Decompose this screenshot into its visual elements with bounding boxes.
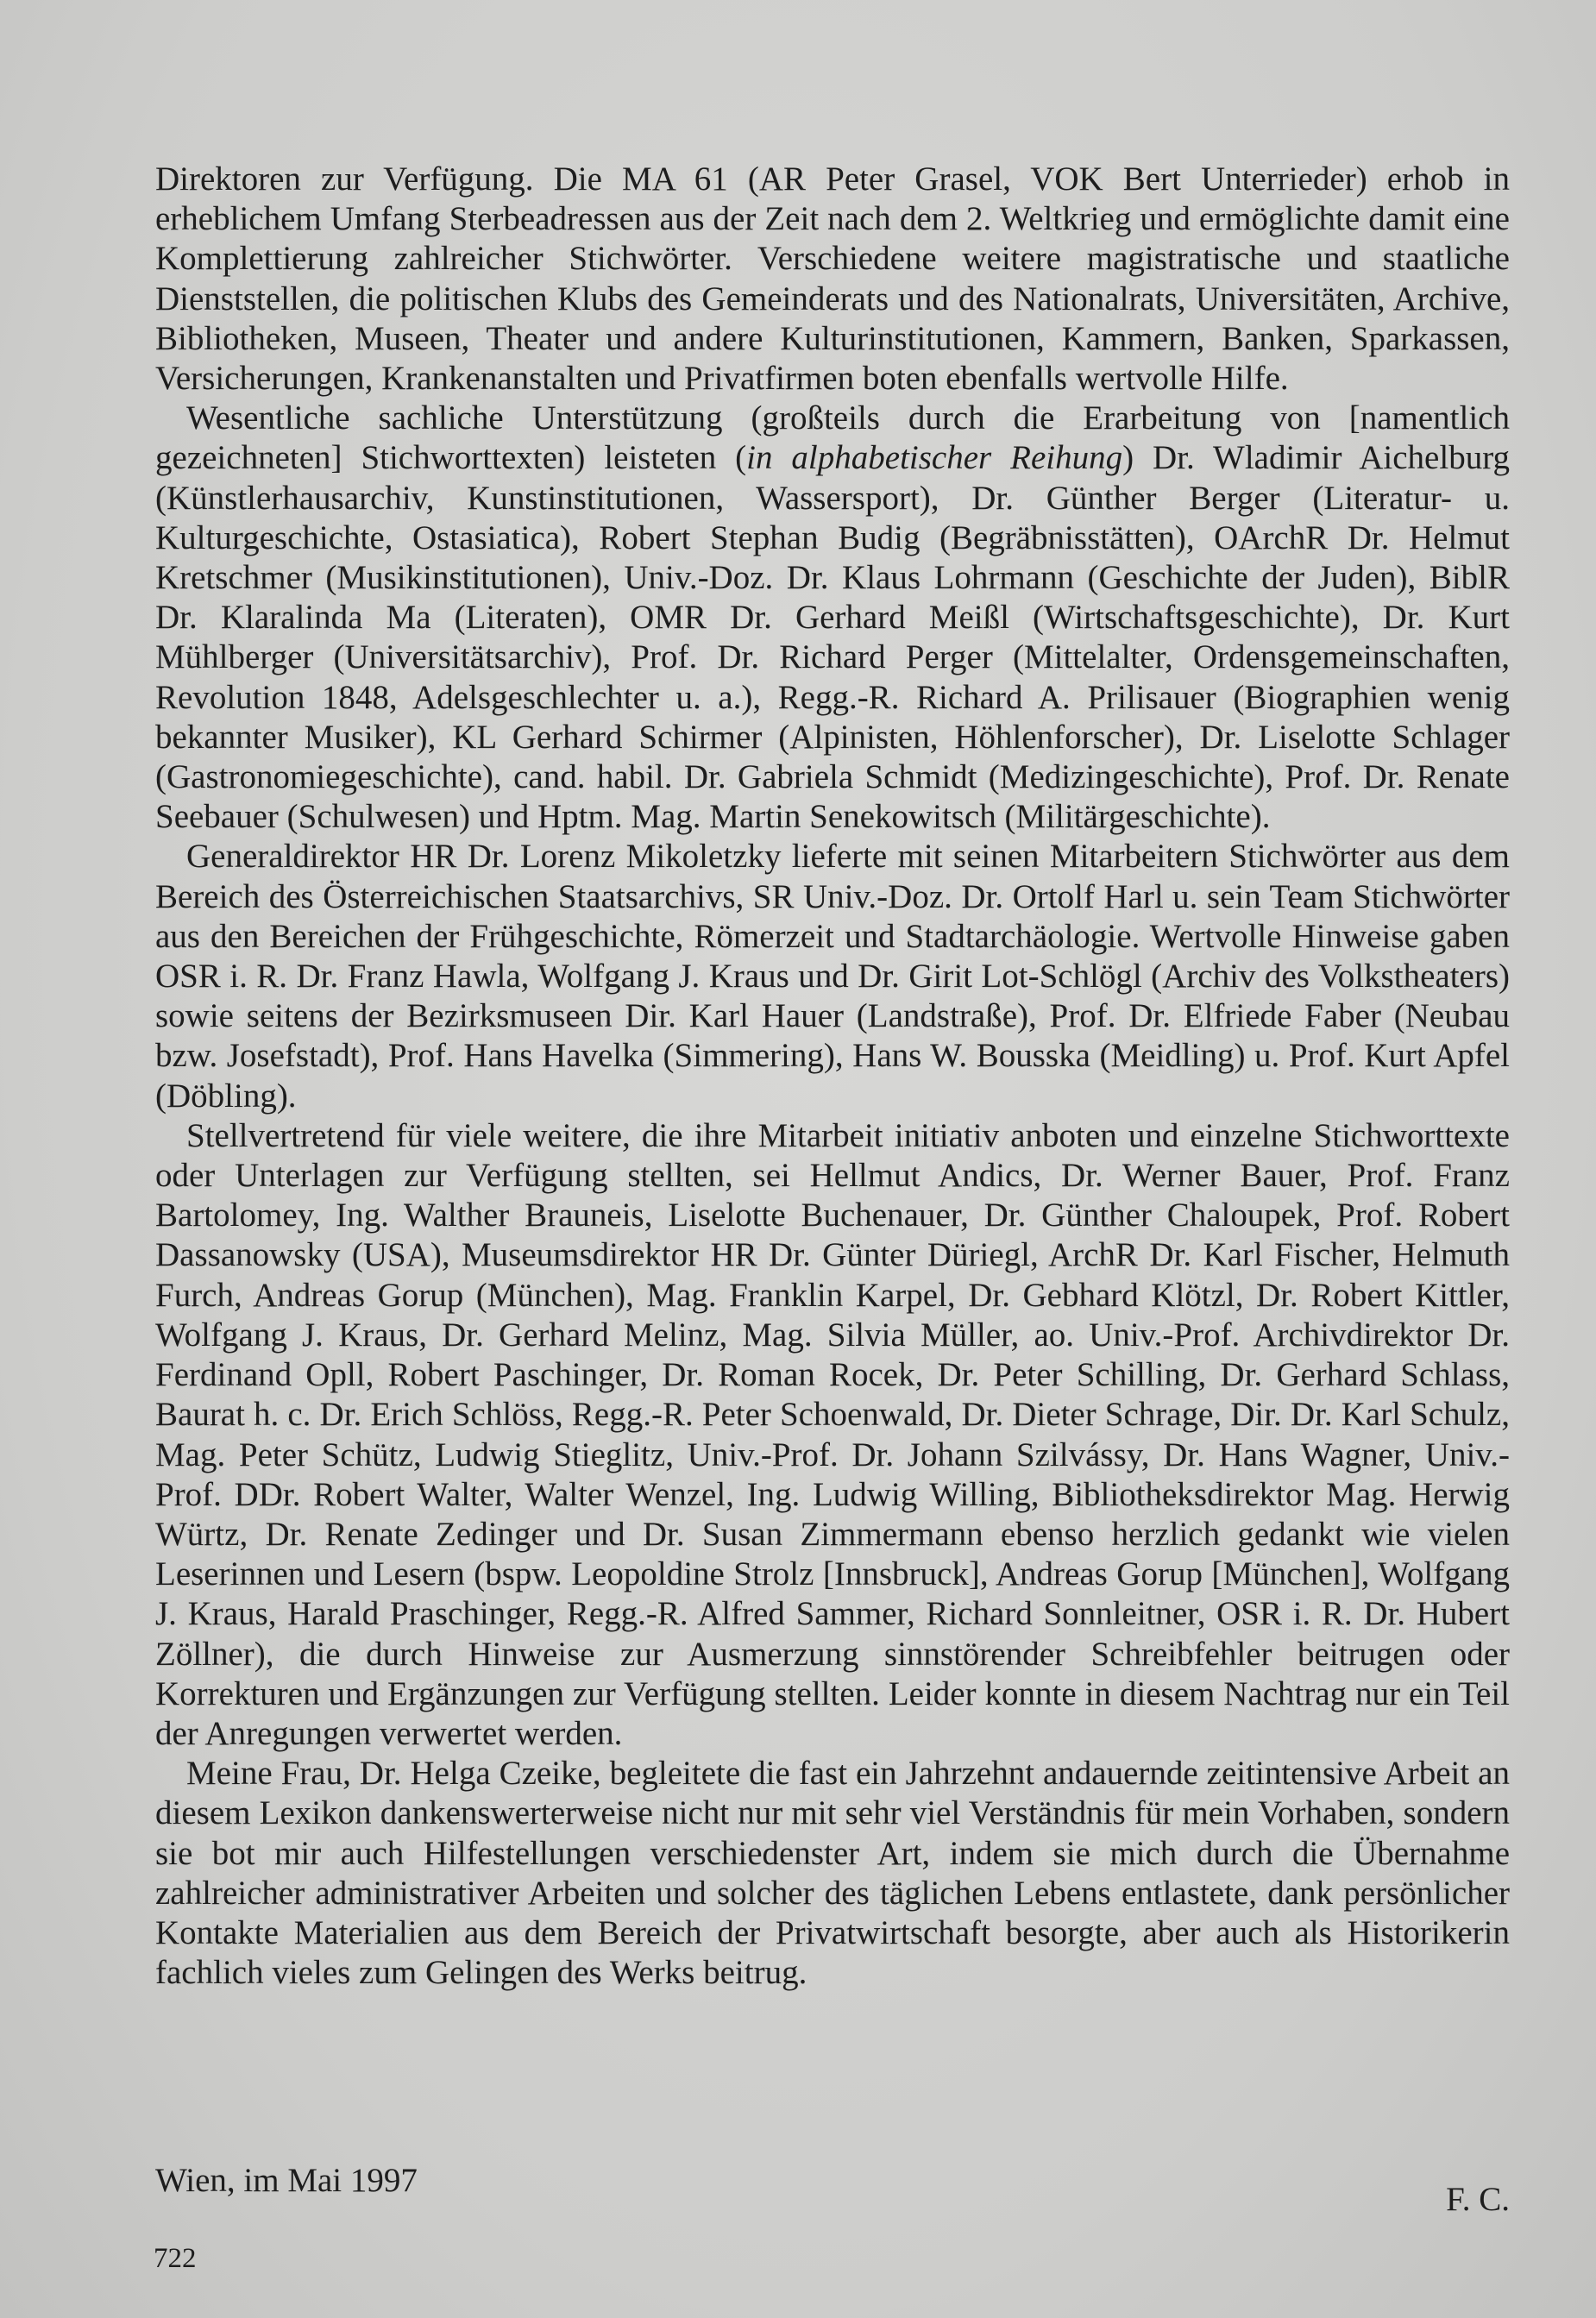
author-initials: F. C. — [1446, 2181, 1510, 2218]
italic-phrase: in alphabetischer Reihung — [746, 439, 1123, 477]
paragraph-text: Generaldirektor HR Dr. Lorenz Mikoletzky lieferte mit seinen Mitarbeitern Stichwörter aus dem Bereich des Österreichischen Staatsarchivs, SR Univ.-Doz. Dr. Ortolf Harl u. sein Team Stichwörter aus den Bereichen der Frühgeschichte, Römerzeit und Stadtarchäologie. Wertvolle Hinweise gaben OSR i. R. Dr. Franz Hawla, Wolfgang J. Kraus und Dr. Girit Lot-Schlögl (Archiv des Volkstheaters) sowie seitens der Bezirksmuseen Dir. Karl Hauer (Landstraße), Prof. Dr. Elfriede Faber (Neubau bzw. Josefstadt), Prof. Hans Havelka (Simmering), Hans W. Bousska (Meidling) u. Prof. Kurt Apfel (Döbling). — [155, 838, 1510, 1115]
page-number: 722 — [154, 2243, 197, 2274]
place-and-date: Wien, im Mai 1997 — [155, 2162, 418, 2199]
paragraph-text: Meine Frau, Dr. Helga Czeike, begleitete die fast ein Jahrzehnt andauernde zeitintensive Arbeit an diesem Lexikon dankenswerterweise nicht nur mit sehr viel Verständnis für mein Vorhaben, sondern sie bot mir auch Hilfestellungen verschiedenster Art, indem sie mich durch die Übernahme zahlreicher administrativer Arbeiten und solcher des täglichen Lebens entlastete, dank persönlicher Kontakte Materialien aus dem Bereich der Privatwirtschaft besorgte, aber auch als Historikerin fachlich vieles zum Gelingen des Werks beitrug. — [155, 1755, 1510, 1992]
paragraph-acknowledgement-wife — [155, 1754, 1510, 1993]
paragraph-text: Stellvertretend für viele weitere, die ihre Mitarbeit initiativ anboten und einzelne Stichworttexte oder Unterlagen zur Verfügung stellten, sei Hellmut Andics, Dr. Werner Bauer, Prof. Franz Bartolomey, Ing. Walther Brauneis, Liselotte Buchenauer, Dr. Günther Chaloupek, Prof. Robert Dassanowsky (USA), Museumsdirektor HR Dr. Günter Düriegl, ArchR Dr. Karl Fischer, Helmuth Furch, Andreas Gorup (München), Mag. Franklin Karpel, Dr. Gebhard Klötzl, Dr. Robert Kittler, Wolfgang J. Kraus, Dr. Gerhard Melinz, Mag. Silvia Müller, ao. Univ.-Prof. Archivdirektor Dr. Ferdinand Opll, Robert Paschinger, Dr. Roman Rocek, Dr. Peter Schilling, Dr. Gerhard Schlass, Baurat h. c. Dr. Erich Schlöss, Regg.-R. Peter Schoenwald, Dr. Dieter Schrage, Dir. Dr. Karl Schulz, Mag. Peter Schütz, Ludwig Stieglitz, Univ.-Prof. Dr. Johann Szilvássy, Dr. Hans Wagner, Univ.-Prof. DDr. Robert Walter, Walter Wenzel, Ing. Ludwig Willing, Bibliotheksdirektor Mag. Herwig Würtz, Dr. Renate Zedinger und Dr. Susan Zimmermann ebenso herzlich gedankt wie vielen Leserinnen und Lesern (bspw. Leopoldine Strolz [Innsbruck], Andreas Gorup [München], Wolfgang J. Kraus, Harald Praschinger, Regg.-R. Alfred Sammer, Richard Sonnleitner, OSR i. R. Dr. Hubert Zöllner), die durch Hinweise zur Ausmerzung sinnstörender Schreibfehler beitrugen oder Korrekturen und Ergänzungen zur Verfügung stellten. Leider konnte in diesem Nachtrag nur ein Teil der Anregungen verwertet werden. — [155, 1116, 1510, 1752]
paragraph-text: Wesentliche sachliche Unterstützung (großteils durch die Erarbeitung von [namentlich gezeichneten] Stichworttexten) leisteten ( — [155, 399, 1510, 477]
paragraph-text: ) Dr. Wladimir Aichelburg (Künstlerhausarchiv, Kunstinstitutionen, Wassersport), Dr. Günther Berger (Literatur- u. Kulturgeschichte, Ostasiatica), Robert Stephan Budig (Begräbnisstätten), OArchR Dr. Helmut Kretschmer (Musikinstitutionen), Univ.-Doz. Dr. Klaus Lohrmann (Geschichte der Juden), BiblR Dr. Klaralinda Ma (Literaten), OMR Dr. Gerhard Meißl (Wirtschaftsgeschichte), Dr. Kurt Mühlberger (Universitätsarchiv), Prof. Dr. Richard Perger (Mittelalter, Ordensgemeinschaften, Revolution 1848, Adelsgeschlechter u. a.), Regg.-R. Richard A. Prilisauer (Biographien wenig bekannter Musiker), KL Gerhard Schirmer (Alpinisten, Höhlenforscher), Dr. Liselotte Schlager (Gastronomiegeschichte), cand. habil. Dr. Gabriela Schmidt (Medizingeschichte), Prof. Dr. Renate Seebauer (Schulwesen) und Hptm. Mag. Martin Senekowitsch (Militärgeschichte). — [155, 439, 1510, 836]
paragraph-text: Direktoren zur Verfügung. Die MA 61 (AR Peter Grasel, VOK Bert Unterrieder) erhob in erheblichem Umfang Sterbeadressen aus der Zeit nach dem 2. Weltkrieg und ermöglichte damit eine Komplettierung zahlreicher Stichwörter. Verschiedene weitere magistratische und staatliche Dienststellen, die politischen Klubs des Gemeinderats und des Nationalrats, Universitäten, Archive, Bibliotheken, Museen, Theater und andere Kulturinstitutionen, Kammern, Banken, Sparkassen, Versicherungen, Krankenanstalten und Privatfirmen boten ebenfalls wertvolle Hilfe. — [155, 160, 1510, 398]
paragraph-acknowledgement-readers — [155, 1116, 1510, 1754]
paragraph-acknowledgement-institutions — [155, 160, 1510, 399]
paragraph-acknowledgement-archives — [155, 837, 1510, 1115]
body-text — [155, 160, 1510, 1993]
paragraph-acknowledgement-contributors — [155, 399, 1510, 837]
